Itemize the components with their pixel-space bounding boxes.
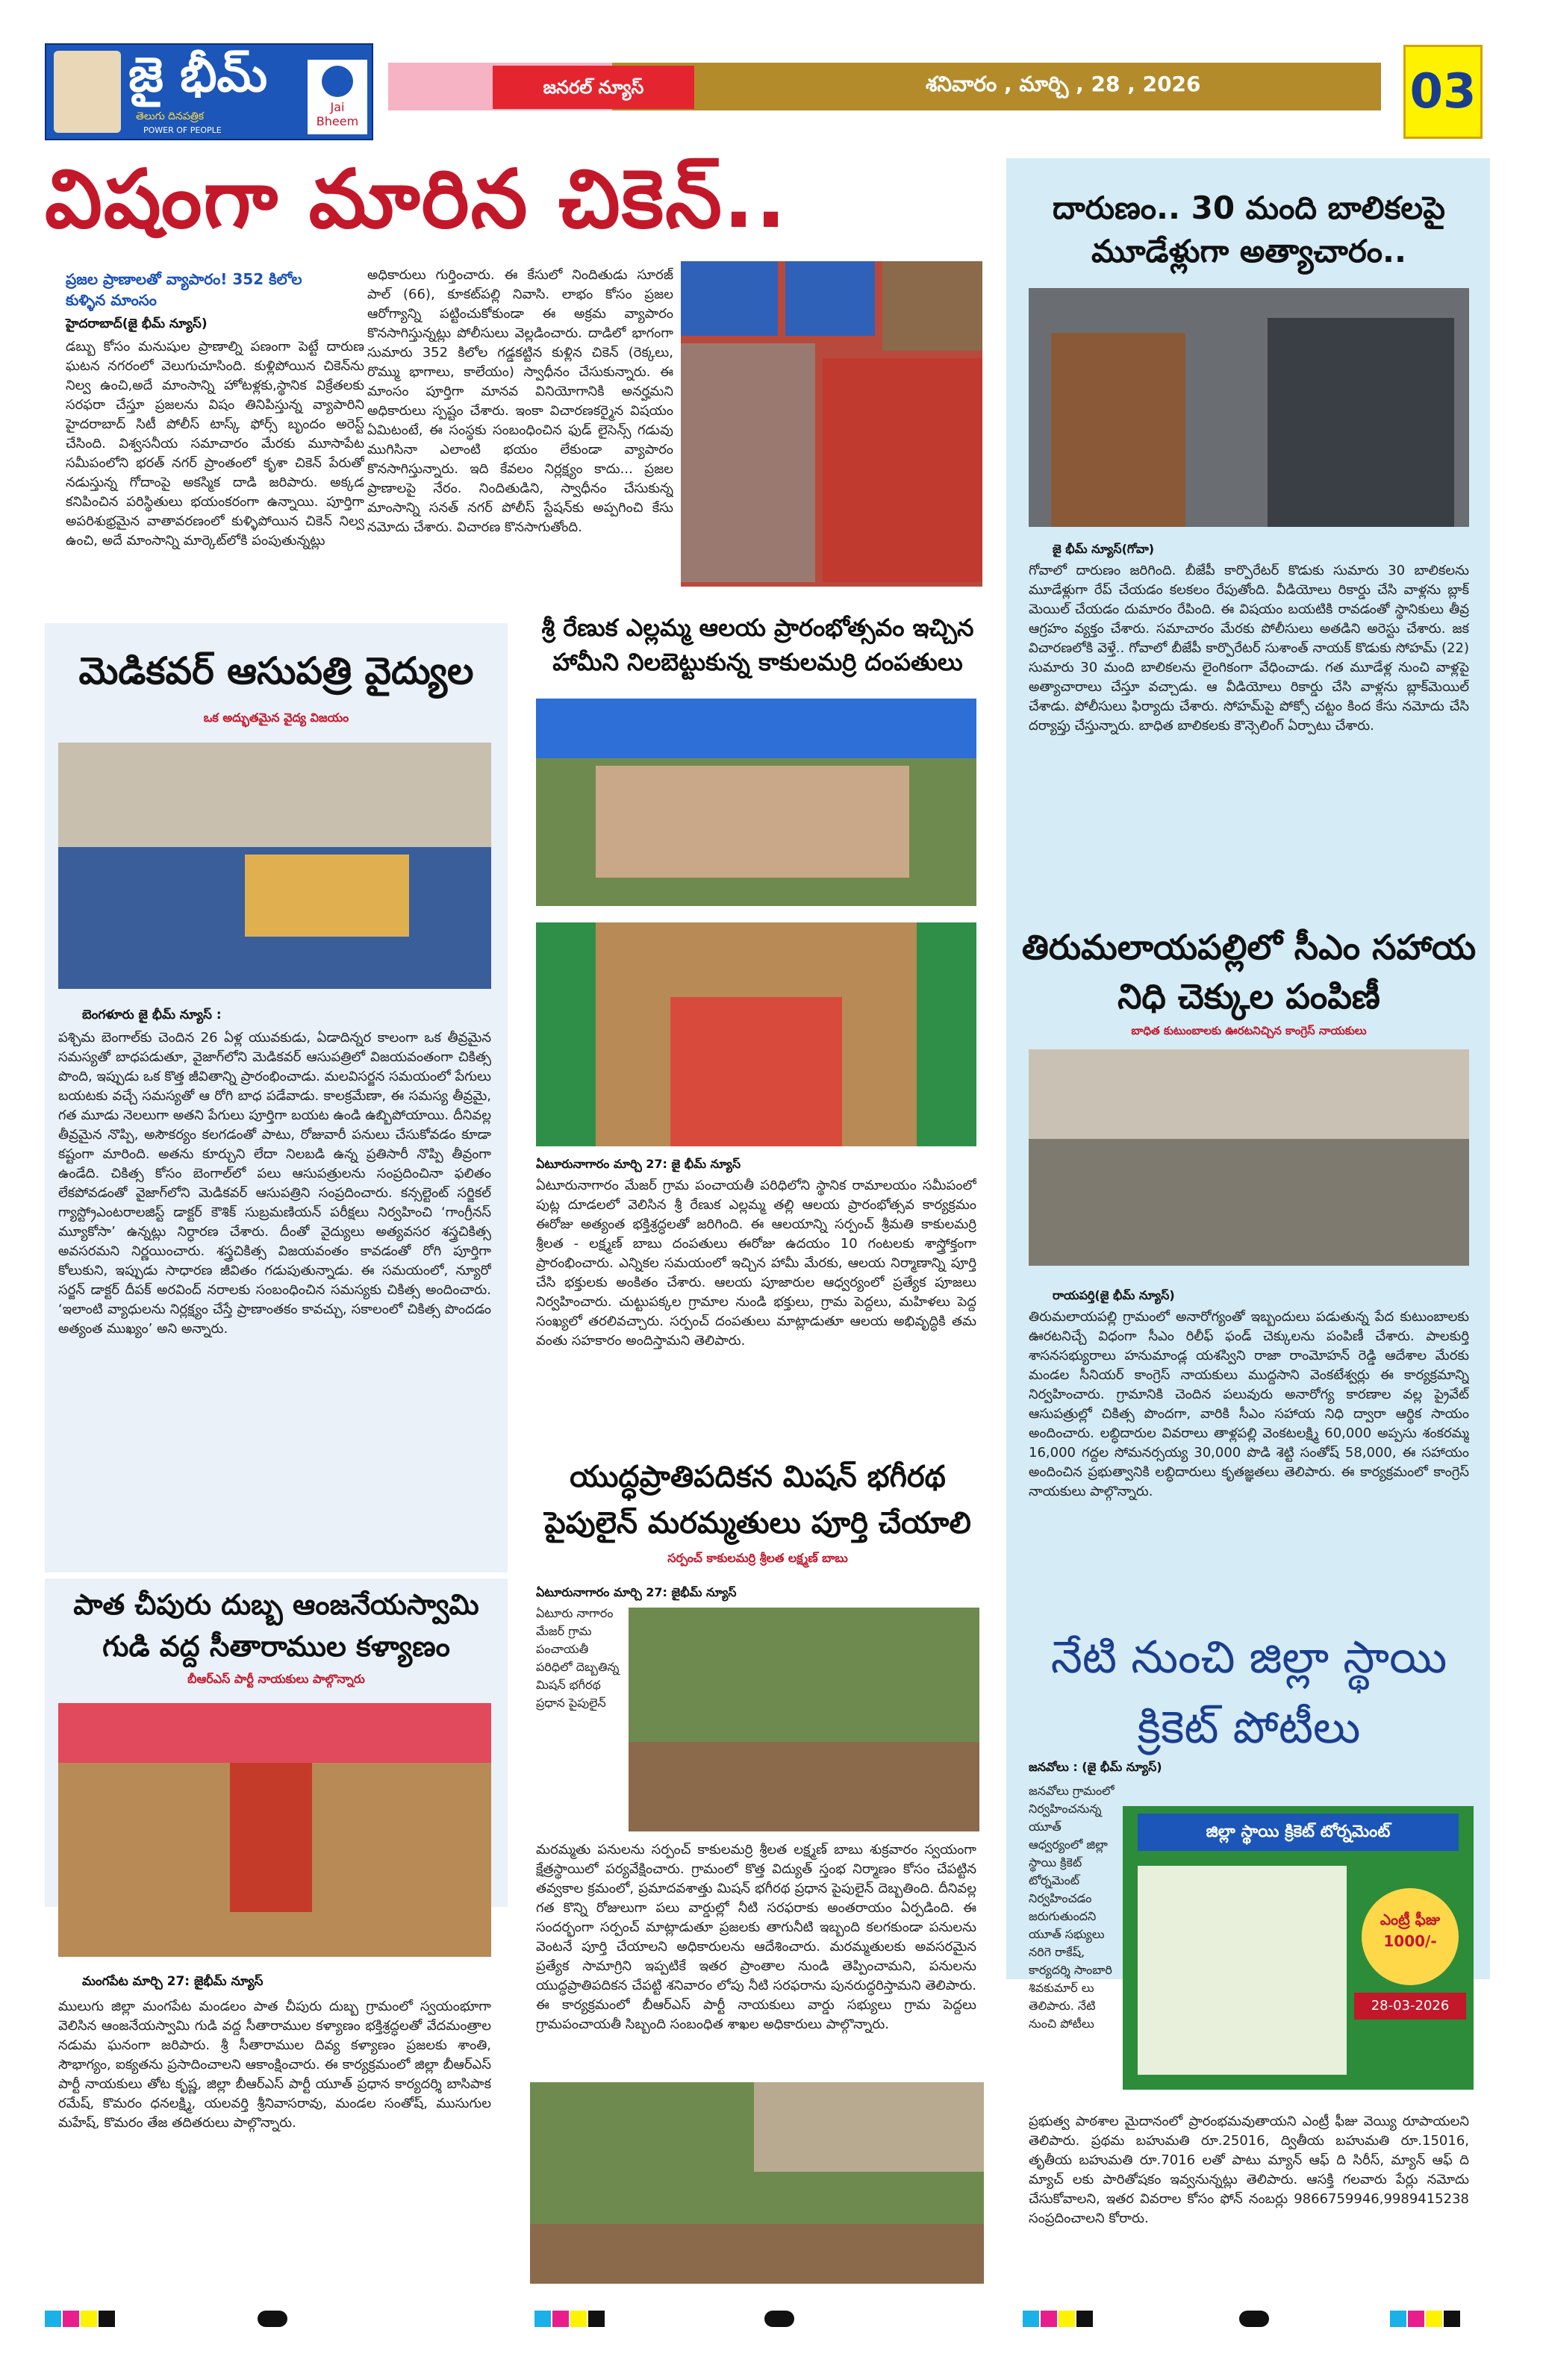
lead-kicker: ప్రజల ప్రాణాలతో వ్యాపారం! 352 కిలోల కుళ్ళిన మాంసం [66, 270, 302, 309]
lead-headline: విషంగా మారిన చికెన్.. [45, 153, 788, 246]
seetharama-subhead: బీఆర్ఎస్ పార్టీ నాయకులు పాల్గొన్నారు [187, 1672, 365, 1686]
goa-dateline: జై భీమ్ న్యూస్(గోవా) [1053, 542, 1155, 556]
logo-tagline: తెలుగు దినపత్రిక [136, 110, 205, 122]
bhagiratha-subhead: సర్పంచ్ కాకులమర్రి శ్రీలత లక్ష్మణ్ బాబు [667, 1551, 848, 1565]
temple-crowd-photo [536, 699, 976, 906]
registration-mark-3 [1239, 2311, 1269, 2327]
seetharama-dateline: మంగపేట మార్చి 27: జైభీమ్ న్యూస్ [82, 1974, 264, 1989]
medicover-headline: మెడికవర్ ఆసుపత్రి వైద్యుల [78, 649, 474, 693]
temple-ceremony-photo [58, 1703, 491, 1957]
masthead-logo [45, 43, 373, 140]
accused-photos [1029, 288, 1469, 527]
color-bar-4 [1390, 2311, 1462, 2330]
chicken-crates-photo [681, 261, 982, 587]
tournament-poster [1123, 1806, 1474, 2090]
renuka-headline: శ్రీ రేణుక ఎల్లమ్మ ఆలయ ప్రారంభోత్సవం ఇచ్చిన హామీని నిలబెట్టుకున్న కాకులమర్రి దంపతులు [541, 613, 974, 676]
registration-mark-2 [764, 2311, 794, 2327]
medicover-body: పశ్చిమ బెంగాల్‌కు చెందిన 26 ఏళ్ల యువకుడు, ఏడాదిన్నర కాలంగా ఒక తీవ్రమైన సమస్యతో బాధపడుతూ, వైజాగ్‌లోని మెడికవర్ ఆసుపత్రిలో విజయవంతంగా చికిత్స పొంది, ఇప్పుడు ఒక కొత్త జీవితాన్ని ప్రారంభించాడు. మలవిసర్జన సమయంలో పేగులు బయటకు వచ్చే సమస్యతో ఆ రోగి బాధ పడేవాడు. కాలక్రమేణా, ఈ సమస్య తీవ్రమై, గత మూడు నెలలుగా అతని పేగులు పూర్తిగా బయట ఉండి ఉబ్బిపోయాయి. దీనివల్ల తీవ్రమైన నొప్పి, అసౌకర్యం కలగడంతో పాటు, రోజువారీ పనులు చేసుకోవడం కూడా కష్టంగా మారింది. అతను కూర్చుని లేదా నిలబడి ఉన్న ప్రతిసారీ నొప్పి తీవ్రంగా ఉండేది. చికిత్స కోసం బెంగాల్‌లో పలు ఆసుపత్రులను సంప్రదించినా ఫలితం లేకపోవడంతో వైజాగ్‌లోని మెడికవర్ ఆసుపత్రిని సంప్రదించారు. కన్సల్టెంట్ సర్జికల్ గ్యాస్ట్రోఎంటరాలజిస్ట్ డాక్టర్ కౌశిక్ సుబ్రమణియన్ పరీక్షలు నిర్వహించి ‘గాంగ్రీనస్ మ్యూకోసా’ ఉన్నట్లు నిర్ధారణ చేశారు. దీంతో వైద్యులు అత్యవసర శస్త్రచికిత్స అవసరమని నిర్ణయించారు. శస్త్రచికిత్స విజయవంతం కావడంతో రోగి పూర్తిగా కోలుకుని, ఇప్పుడు సాధారణ జీవితం గడుపుతున్నాడు. ఈ సమయంలో, న్యూరో సర్జన్ డాక్టర్ దీపక్ అరవింద్ నరాలకు సంబంధించిన సమస్యకు చికిత్స అందించారు. ‘ఇలాంటి వ్యాధులను నిర్లక్ష్యం చేస్తే ప్రాణాంతకం కావచ్చు, సకాలంలో చికిత్స పొందడం అత్యంత ముఖ్యం’ అని అన్నారు. [58, 1030, 491, 1337]
bhagiratha-lead-column: ఏటూరు నాగారం మేజర్ గ్రామ పంచాయతీ పరిధిలో దెబ్బతిన్న మిషన్ భగీరథ ప్రధాన పైపులైన్ [536, 1606, 620, 1710]
registration-mark-1 [258, 2311, 287, 2327]
bhagiratha-body: మరమ్మతు పనులను సర్పంచ్ కాకులమర్రి శ్రీలత లక్ష్మణ్ బాబు శుక్రవారం స్వయంగా క్షేత్రస్థాయిలో పర్యవేక్షించారు. గ్రామంలో కొత్త విద్యుత్ స్తంభ నిర్మాణం కోసం చేపట్టిన తవ్వకాల క్రమంలో, ప్రమాదవశాత్తు మిషన్ భగీరథ ప్రధాన పైపులైన్ దెబ్బతింది. దీనివల్ల గత కొన్ని రోజులుగా పలు వార్డుల్లో నీటి సరఫరాకు అంతరాయం ఏర్పడింది. ఈ సందర్భంగా సర్పంచ్ మాట్లాడుతూ ప్రజలకు తాగునీటి ఇబ్బంది కలగకుండా పనులను వెంటనే పూర్తి చేయాలని అధికారులను ఆదేశించారు. మరమ్మతులకు అవసరమైన ప్రత్యేక సామాగ్రిని ఇప్పటికే ఇతర ప్రాంతాల నుండి తెప్పించామని, పనులను యుద్ధప్రాతిపదికన చేపట్టి శనివారం లోపు నీటి సరఫరాను పునరుద్ధరిస్తామని తెలిపారు. ఈ కార్యక్రమంలో బీఆర్ఎస్ పార్టీ నాయకులు వార్డు సభ్యులు గ్రామ పెద్దలు గ్రామపంచాయతీ సిబ్బంది సంబంధిత శాఖల అధికారులు పాల్గొన్నారు. [536, 1842, 976, 2032]
cricket-dateline: జనవోలు : (జై భీమ్ న్యూస్) [1029, 1760, 1162, 1774]
section-label: జనరల్ న్యూస్ [493, 66, 694, 109]
poster-prize-list [1138, 1866, 1347, 2075]
logo-title: జై భీమ్ [128, 48, 268, 103]
lead-dateline: హైదరాబాద్(జై భీమ్ న్యూస్) [66, 316, 208, 331]
page-number: 03 [1403, 45, 1483, 139]
goa-body: గోవాలో దారుణం జరిగింది. బీజేపీ కార్పొరేటర్ కొడుకు సుమారు 30 బాలికలను మూడేళ్లుగా రేప్ చేయడం కలకలం రేపుతోంది. వీడియోలు రికార్డు చేసి వాళ్లను బ్లాక్ మెయిల్ చేయడం దుమారం రేపింది. ఈ విషయం బయటికి రావడంతో స్థానికులు తీవ్ర ఆగ్రహం వ్యక్తం చేశారు. సమాచారం మేరకు పోలీసులు అతడిని అరెస్టు చేశారు. జక విచారణలోకి వెళ్తే.. గోవాలో బీజేపీ కార్పొరేటర్ సుశాంత్ నాయక్ కొడుకు సోహమ్ (22) సుమారు 30 మంది బాలికలను లైంగికంగా వేధించాడు. గత మూడేళ్ల నుంచి వాళ్లపై అత్యాచారాలు చేస్తూ వచ్చాడు. ఆ వీడియోలు రికార్డు చేసి వాళ్లను బ్లాక్‌మెయిల్ చేశాడు. పోలీసులు ఫిర్యాదు చేశారు. సోహమ్‌పై పోక్సో చట్టం కింద కేసు నమోదు చేసి దర్యాప్తు చేస్తున్నారు. బాధిత బాలికలకు కౌన్సెలింగ్ ఏర్పాటు చేశారు. [1029, 563, 1469, 734]
color-bar-1 [45, 2311, 116, 2330]
portrait-image [54, 51, 121, 133]
lead-body-left: డబ్బు కోసం మనుషుల ప్రాణాల్ని పణంగా పెట్టే దారుణ ఘటన నగరంలో వెలుగుచూసింది. కుళ్లిపోయిన చికెన్‌ను నిల్వ ఉంచి,అదే మాంసాన్ని హోటళ్లకు,స్థానిక విక్రేతలకు సరఫరా చేస్తూ ప్రజలను విషం తినిపిస్తున్న వ్యాపారిని హైదరాబాద్ సిటీ పోలీస్ టాస్క్ ఫోర్స్ బృందం అరెస్ట్ చేసింది. విశ్వసనీయ సమాచారం మేరకు మూసాపేట సమీపంలోని భరత్ నగర్ ప్రాంతంలో కృశా చికెన్ పేరుతో నడుస్తున్న గోదాంపై అకస్మిక దాడి జరిపారు. అక్కడ కనిపించిన పరిస్థితులు భయంకరంగా ఉన్నాయి. పూర్తిగా అపరిశుభ్రమైన వాతావరణంలో కుళ్ళిపోయిన చికెన్ నిల్వ ఉంచి, అదే మాంసాన్ని మార్కెట్‌లోకి పంపుతున్నట్లు [66, 339, 364, 549]
side-logo-text: Jai Bheem [316, 100, 359, 128]
goa-headline: దారుణం.. 30 మంది బాలికలపై మూడేళ్లుగా అత్యాచారం.. [1052, 190, 1446, 269]
emblem-icon [322, 66, 353, 97]
cm-relief-body: తిరుమలాయపల్లి గ్రామంలో అనారోగ్యంతో ఇబ్బందులు పడుతున్న పేద కుటుంబాలకు ఊరటనిచ్చే విధంగా సీఎం రిలీఫ్ ఫండ్ చెక్కులను పంపిణీ చేశారు. పాలకుర్తి శాసనసభ్యురాలు హనుమాండ్ల యశస్విని రాజా రాంమోహన్ రెడ్డి ఆదేశాల మేరకు మండల సీనియర్ కాంగ్రెస్ నాయకులు ముద్దసాని వెంకటేశ్వర్లు ఈ కార్యక్రమాన్ని నిర్వహించారు. గ్రామానికి చెందిన పలువురు అనారోగ్య కారణాల వల్ల ప్రైవేట్ ఆసుపత్రుల్లో చికిత్స పొందగా, వారికి సీఎం సహాయ నిధి ద్వారా ఆర్థిక సాయం అందించారు. లబ్ధిదారుల వివరాలు తాళ్లపల్లి వెంకటలక్ష్మి 60,000 అప్పసు శంకరమ్మ 16,000 గద్దల సోమనర్సయ్య 30,000 పొడి శెట్టి సంతోష్ 58,000, ఈ సహాయం అందించిన ప్రభుత్వానికి లబ్ధిదారులు కృతజ్ఞతలు తెలిపారు. ఈ కార్యక్రమంలో కాంగ్రెస్ నాయకులు పాల్గొన్నారు. [1029, 1309, 1469, 1499]
issue-date: శనివారం , మార్చి , 28 , 2026 [926, 72, 1201, 96]
seetharama-headline: పాత చీపురు దుబ్బ ఆంజనేయస్వామి గుడి వద్ద సీతారాముల కళ్యాణం [73, 1588, 479, 1663]
color-bar-2 [534, 2311, 606, 2330]
cm-relief-headline: తిరుమలాయపల్లిలో సీఎం సహాయ నిధి చెక్కుల పంపిణీ [1021, 927, 1477, 1016]
medicover-subhead: ఒక అద్భుతమైన వైద్య విజయం [203, 710, 349, 725]
cm-relief-dateline: రాయపర్తి(జై భీమ్ న్యూస్) [1053, 1288, 1175, 1302]
cricket-body: ప్రభుత్వ పాఠశాల మైదానంలో ప్రారంభమవుతాయని ఎంట్రీ ఫీజు వెయ్యి రూపాయలని తెలిపారు. ప్రథమ బహుమతి రూ.25016, ద్వితీయ బహుమతి రూ.15016, తృతీయ బహుమతి రూ.7016 లతో పాటు మ్యాన్ ఆఫ్ ది సిరీస్, మ్యాన్ ఆఫ్ ది మ్యాచ్ లకు పారితోషకం ఇవ్వనున్నట్లు తెలిపారు. ఆసక్తి గలవారు పేర్లు నమోదు చేసుకోవాలని, ఇతర వివరాల కోసం ఫోన్ నంబర్లు 9866759946,9989415238 సంప్రదించాలని కోరారు. [1029, 2114, 1469, 2226]
poster-entry-fee: ఎంట్రీ ఫీజు 1000/- [1362, 1888, 1459, 1985]
side-logo [308, 60, 367, 134]
lead-body-right: అధికారులు గుర్తించారు. ఈ కేసులో నిందితుడు సూరజ్ పాల్ (66), కూకట్‌పల్లి నివాసి. లాభం కోసం ప్రజల ఆరోగ్యాన్ని పట్టించుకోకుండా ఈ అక్రమ వ్యాపారం కొనసాగిస్తున్నట్లు పోలీసులు వెల్లడించారు. దాడిలో భాగంగా సుమారు 352 కిలోల గడ్డకట్టిన కుళ్లిన చికెన్ (రెక్కలు, రొమ్ము భాగాలు, కాలేయం) స్వాధీనం చేసుకున్నారు. ఈ మాంసం పూర్తిగా మానవ వినియోగానికి అనర్హమని అధికారులు స్పష్టం చేశారు. ఇంకా విచారణకర్మైన విషయం ఏమిటంటే, ఈ సంస్థకు సంబంధించిన ఫుడ్ లైసెన్స్ గడువు ముగిసినా ఎలాంటి భయం లేకుండా వ్యాపారం కొనసాగిస్తున్నారు. ఇది కేవలం నిర్లక్ష్యం కాదు... ప్రజల ప్రాణాలపై నేరం. నిందితుడిని, స్వాధీనం చేసుకున్న మాంసాన్ని సనత్ నగర్ పోలీస్ స్టేషన్‌కు అప్పగించి కేసు నమోదు చేశారు. విచారణ కొనసాగుతోంది. [367, 267, 673, 535]
color-bar-3 [1023, 2311, 1094, 2330]
cheque-distribution-photo [1029, 1049, 1469, 1266]
cm-relief-subhead: బాధిత కుటుంబాలకు ఊరటనిచ్చిన కాంగ్రెస్ నాయకులు [1131, 1024, 1367, 1037]
bhagiratha-headline: యుద్ధప్రాతిపదికన మిషన్ భగీరథ పైపులైన్ మరమ్మతులు పూర్తి చేయాలి [544, 1460, 971, 1540]
poster-title: జిల్లా స్థాయి క్రికెట్ టోర్నమెంట్ [1138, 1814, 1459, 1851]
cricket-lead-column: జనవోలు గ్రామంలో నిర్వహించనున్న యూత్ ఆధ్వర్యంలో జిల్లా స్థాయి క్రికెట్ టోర్నమెంట్ నిర్వహించడం జరుగుతుందని యూత్ సభ్యులు నరిగె రాకేష్, కార్యదర్శి సాంబారి శివకుమార్ లు తెలిపారు. నేటి నుంచి పోటీలు [1029, 1784, 1115, 2031]
pipeline-inspection-photo [530, 2082, 984, 2284]
logo-tagline-en: POWER OF PEOPLE [143, 125, 222, 135]
poster-date: 28-03-2026 [1354, 1993, 1466, 2020]
temple-ritual-photo [536, 922, 976, 1146]
seetharama-body: ములుగు జిల్లా మంగపేట మండలం పాత చీపురు దుబ్బ గ్రామంలో స్వయంభూగా వెలిసిన ఆంజనేయస్వామి గుడి వద్ద సీతారాముల కళ్యాణం భక్తిశ్రద్ధలతో వేదమంత్రాల నడుమ ఘనంగా జరిపారు. శ్రీ సీతారాముల దివ్య కళ్యాణం ప్రజలకు శాంతి, సౌభాగ్యం, ఐక్యతను ప్రసాదించాలని ఆకాంక్షించారు. ఈ కార్యక్రమంలో జిల్లా బీఆర్ఎస్ పార్టీ నాయకులు తోట కృష్ణ, జిల్లా బీఆర్ఎస్ పార్టీ యూత్ ప్రధాన కార్యదర్శి బాసిపాక రమేష్, కొమరం ధనలక్ష్మి, యలవర్తి శ్రీనివాసరావు, మండల సంతోష్, ముసుగుల మహేష్, కొమరం తేజ తదితరులు పాల్గొన్నారు. [58, 1999, 491, 2131]
medicover-dateline: బెంగళూరు జై భీమ్ న్యూస్ : [82, 1008, 222, 1022]
renuka-dateline: ఏటూరునాగారం మార్చి 27: జై భీమ్ న్యూస్ [536, 1157, 741, 1171]
renuka-body: ఏటూరునాగారం మేజర్ గ్రామ పంచాయతీ పరిధిలోని స్థానిక రామాలయం సమీపంలో పుట్ల దూడలలో వెలిసిన శ్రీ రేణుక ఎల్లమ్మ తల్లి ఆలయ ప్రారంభోత్సవ కార్యక్రమం ఈరోజు అత్యంత భక్తిశ్రద్ధలతో జరిగింది. ఈ ఆలయాన్ని సర్పంచ్ శ్రీమతి కాకులమర్రి శ్రీలత - లక్ష్మణ్ బాబు దంపతులు ఈరోజు ఉదయం 10 గంటలకు శాస్త్రోక్తంగా ప్రారంభించారు. ఎన్నికల సమయంలో ఇచ్చిన హామీ మేరకు, ఆలయ నిర్మాణాన్ని పూర్తి చేసి భక్తులకు అంకితం చేశారు. ఆలయ పూజారుల ఆధ్వర్యంలో ప్రత్యేక పూజలు నిర్వహించారు. చుట్టుపక్కల గ్రామాల నుండి భక్తులు, గ్రామ పెద్దలు, మహిళలు పెద్ద సంఖ్యలో తరలివచ్చారు. సర్పంచ్ దంపతులు మాట్లాడుతూ ఆలయ అభివృద్ధికి తమ వంతు సహకారం అందిస్తామని తెలిపారు. [536, 1178, 976, 1349]
hospital-photo [58, 743, 491, 989]
cricket-headline: నేటి నుంచి జిల్లా స్థాయి క్రికెట్ పోటీలు [1050, 1631, 1447, 1754]
bhagiratha-dateline: ఏటూరునాగారం మార్చి 27: జైభీమ్ న్యూస్ [536, 1585, 737, 1599]
pipeline-repair-photo [629, 1608, 979, 1831]
